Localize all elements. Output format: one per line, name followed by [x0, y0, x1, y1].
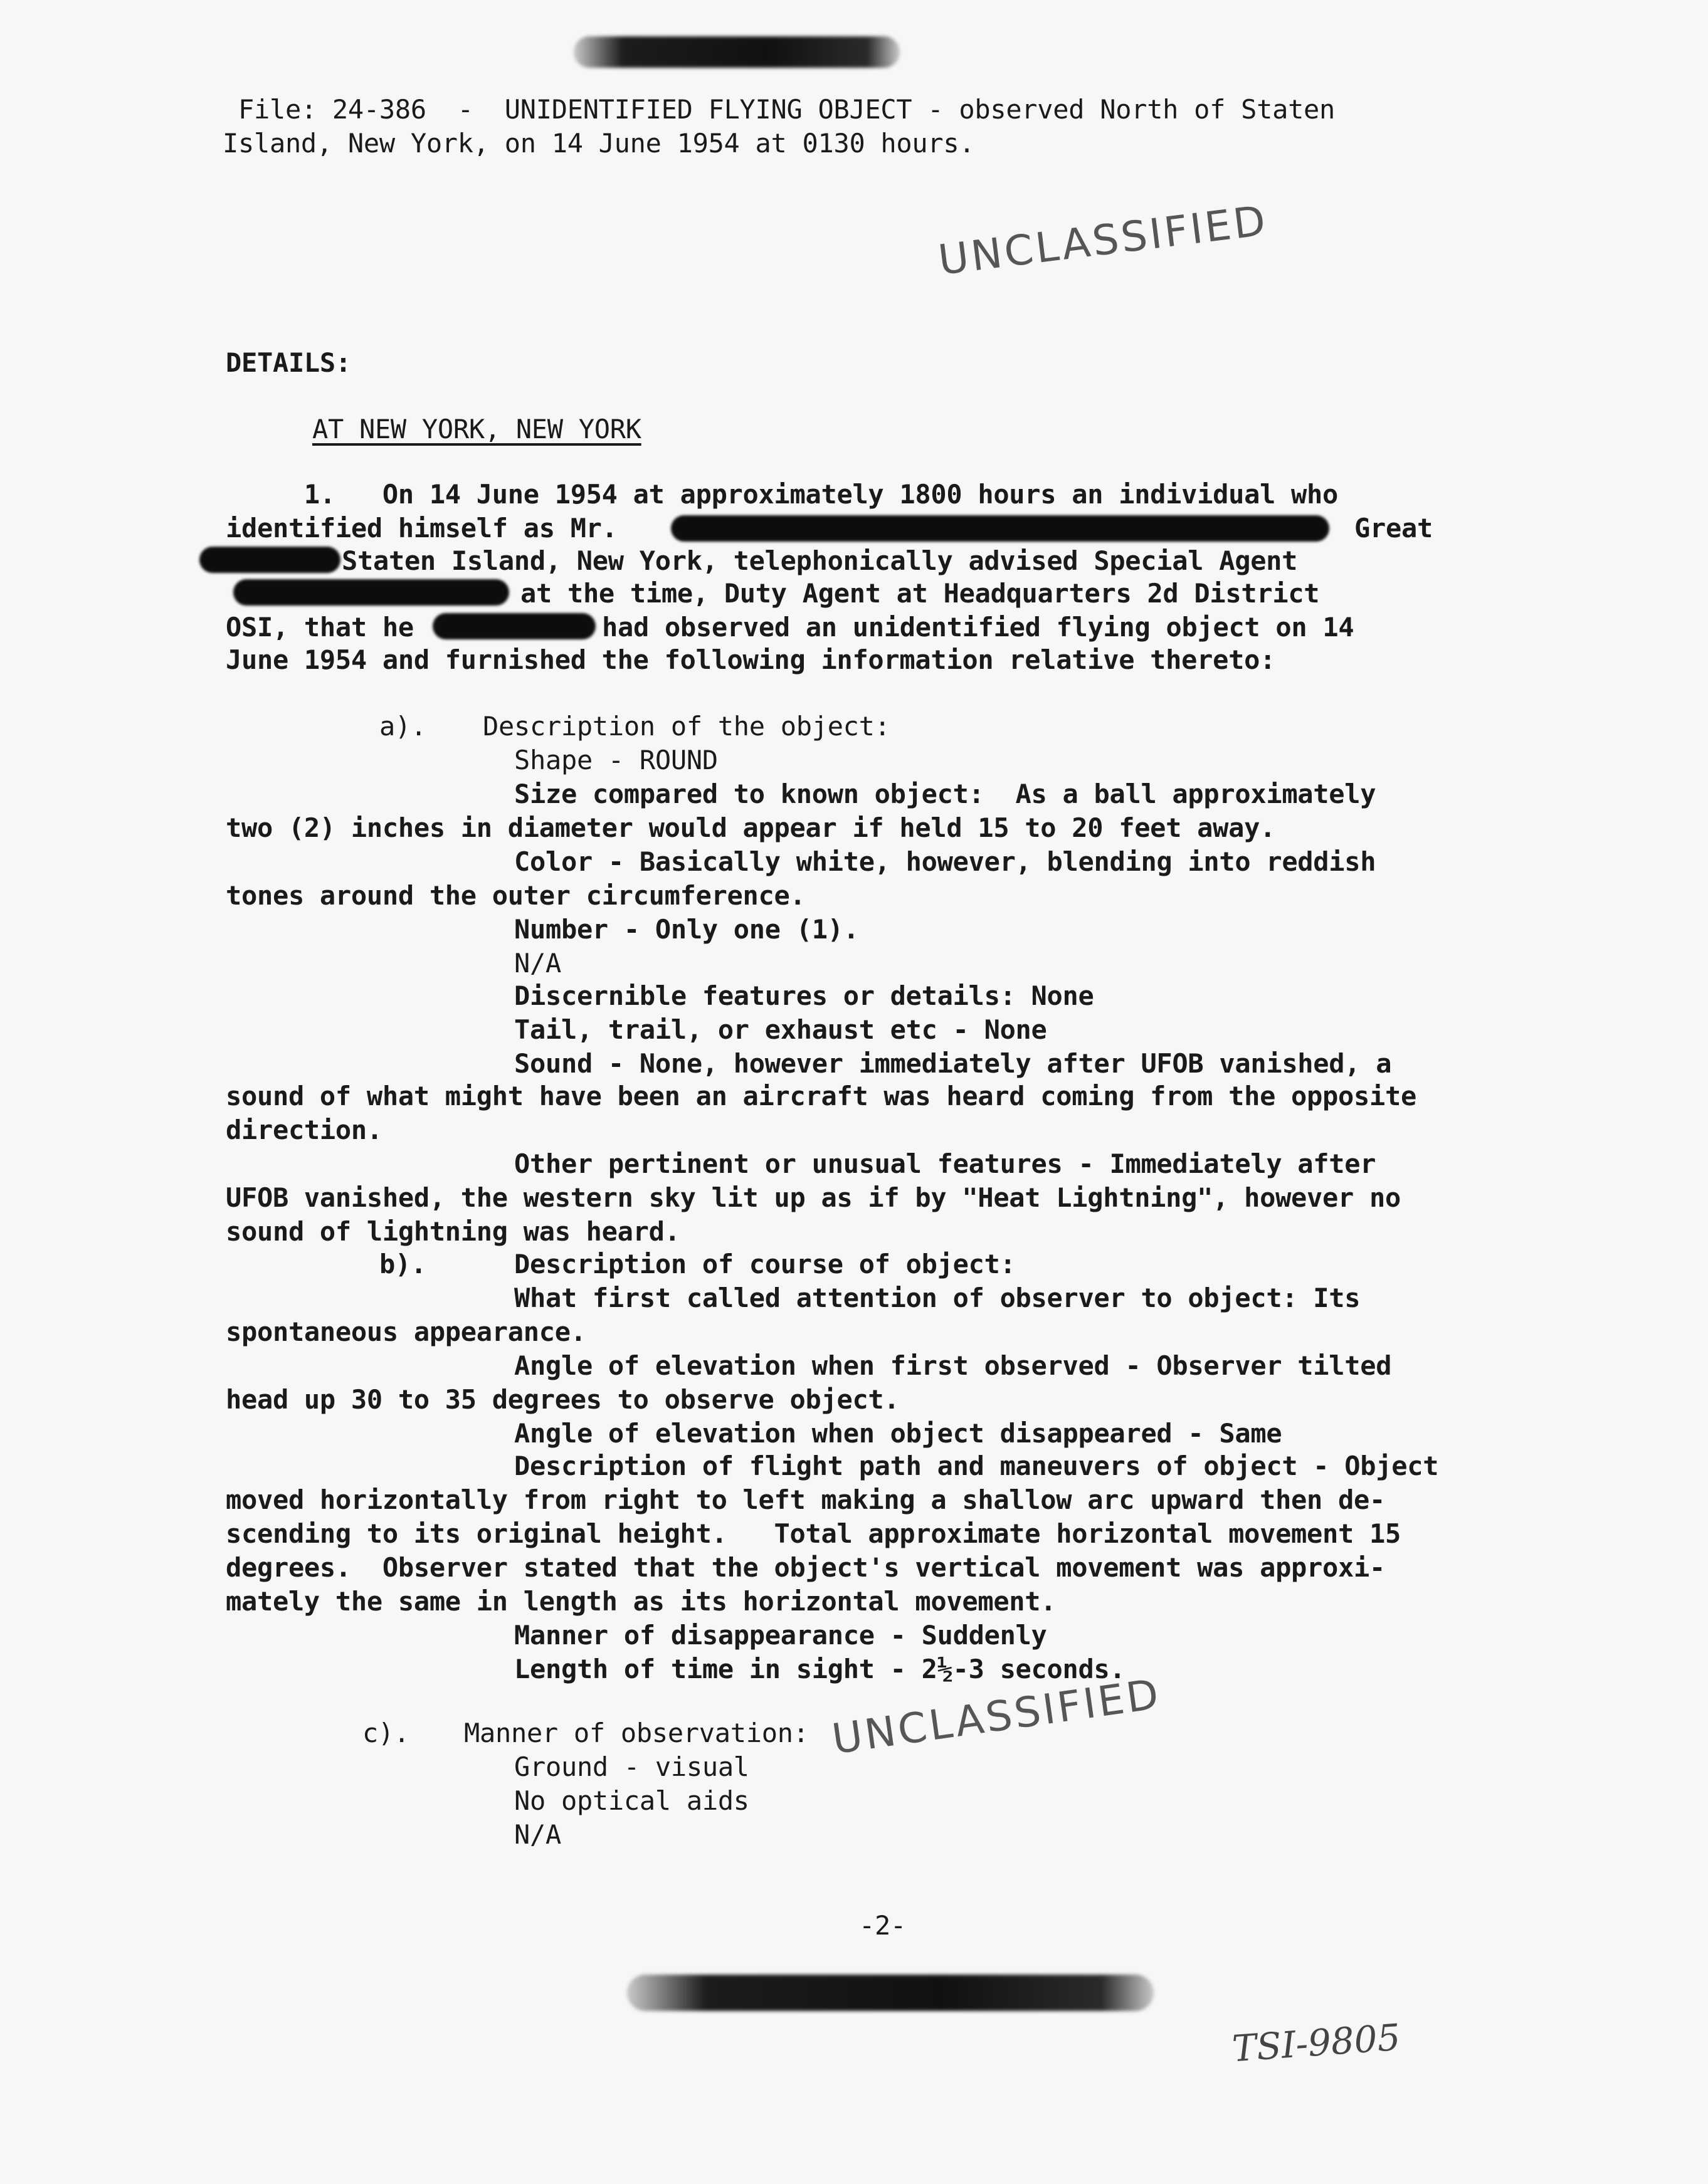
para1-line-1: 1. On 14 June 1954 at approximately 1800 hours an individual who	[226, 479, 1339, 510]
redaction-address	[199, 547, 340, 573]
section-a-sound-1: Sound - None, however immediately after UFOB vanished, a	[514, 1048, 1392, 1079]
section-a-size-2: two (2) inches in diameter would appear if held 15 to 20 feet away.	[226, 812, 1276, 843]
section-a-other-3: sound of lightning was heard.	[226, 1216, 680, 1247]
header-line-2: Island, New York, on 14 June 1954 at 0130 hours.	[223, 128, 975, 159]
section-b-first-1: What first called attention of observer to object: Its	[514, 1283, 1361, 1313]
section-b-angle-3: Angle of elevation when object disappeared - Same	[514, 1418, 1282, 1449]
section-a-tail: Tail, trail, or exhaust etc - None	[514, 1014, 1047, 1045]
section-a-shape: Shape - ROUND	[514, 745, 718, 775]
section-a-features: Discernible features or details: None	[514, 980, 1094, 1011]
section-b-angle-1: Angle of elevation when first observed - Observer tilted	[514, 1350, 1392, 1381]
section-b-first-2: spontaneous appearance.	[226, 1316, 586, 1347]
section-b-path-2: moved horizontally from right to left making a shallow arc upward then de-	[226, 1484, 1385, 1515]
section-c-label: c).	[362, 1718, 409, 1748]
section-c-optical: No optical aids	[514, 1785, 749, 1816]
section-a-label: a).	[379, 711, 426, 742]
section-a-title: Description of the object:	[483, 711, 890, 742]
para1-line-2a: identified himself as Mr.	[226, 513, 618, 543]
section-b-title: Description of course of object:	[514, 1249, 1016, 1279]
section-a-sound-3: direction.	[226, 1115, 382, 1145]
para1-line-5b: had observed an unidentified flying object on 14	[602, 612, 1354, 643]
para1-line-4: at the time, Duty Agent at Headquarters 2d District	[520, 578, 1320, 609]
section-a-size-1: Size compared to known object: As a ball approximately	[514, 779, 1376, 809]
section-a-other-1: Other pertinent or unusual features - Immediately after	[514, 1148, 1376, 1179]
para1-line-2b: Great	[1354, 513, 1433, 543]
section-c-na: N/A	[514, 1819, 561, 1850]
section-b-manner: Manner of disappearance - Suddenly	[514, 1620, 1047, 1651]
unclassified-stamp-bottom: UNCLASSIFIED	[829, 1669, 1164, 1764]
redaction-agent	[233, 579, 509, 606]
handwritten-reference: TSI-9805	[1230, 2015, 1402, 2071]
section-a-number: Number - Only one (1).	[514, 914, 859, 945]
unclassified-stamp-top: UNCLASSIFIED	[936, 196, 1271, 285]
section-a-color-2: tones around the outer circumference.	[226, 880, 806, 911]
section-c-title: Manner of observation:	[464, 1718, 809, 1748]
top-redaction-smear	[574, 36, 900, 68]
location-heading: AT NEW YORK, NEW YORK	[312, 414, 641, 444]
details-heading: DETAILS:	[226, 347, 351, 378]
section-a-sound-2: sound of what might have been an aircraft was heard coming from the opposite	[226, 1081, 1416, 1111]
section-b-path-3: scending to its original height. Total approximate horizontal movement 15	[226, 1518, 1401, 1549]
section-a-color-1: Color - Basically white, however, blending into reddish	[514, 846, 1376, 877]
section-b-length: Length of time in sight - 2½-3 seconds.	[514, 1654, 1125, 1684]
header-line-1: File: 24-386 - UNIDENTIFIED FLYING OBJECT - observed North of Staten	[238, 94, 1336, 125]
redaction-name	[671, 515, 1329, 542]
section-a-na: N/A	[514, 948, 561, 979]
section-b-angle-2: head up 30 to 35 degrees to observe object.	[226, 1384, 900, 1415]
redaction-observer	[433, 613, 596, 639]
section-a-other-2: UFOB vanished, the western sky lit up as if by "Heat Lightning", however no	[226, 1182, 1401, 1213]
section-b-path-5: mately the same in length as its horizontal movement.	[226, 1586, 1057, 1617]
page-number: -2-	[859, 1910, 906, 1941]
para1-line-3: Staten Island, New York, telephonically advised Special Agent	[342, 545, 1298, 576]
section-c-ground: Ground - visual	[514, 1751, 749, 1782]
section-b-label: b).	[379, 1249, 426, 1279]
bottom-redaction-smear	[627, 1975, 1154, 2011]
section-b-path-4: degrees. Observer stated that the object's vertical movement was approxi-	[226, 1552, 1385, 1583]
section-b-path-1: Description of flight path and maneuvers of object - Object	[514, 1451, 1439, 1481]
para1-line-5a: OSI, that he	[226, 612, 414, 643]
para1-line-6: June 1954 and furnished the following information relative thereto:	[226, 644, 1276, 675]
